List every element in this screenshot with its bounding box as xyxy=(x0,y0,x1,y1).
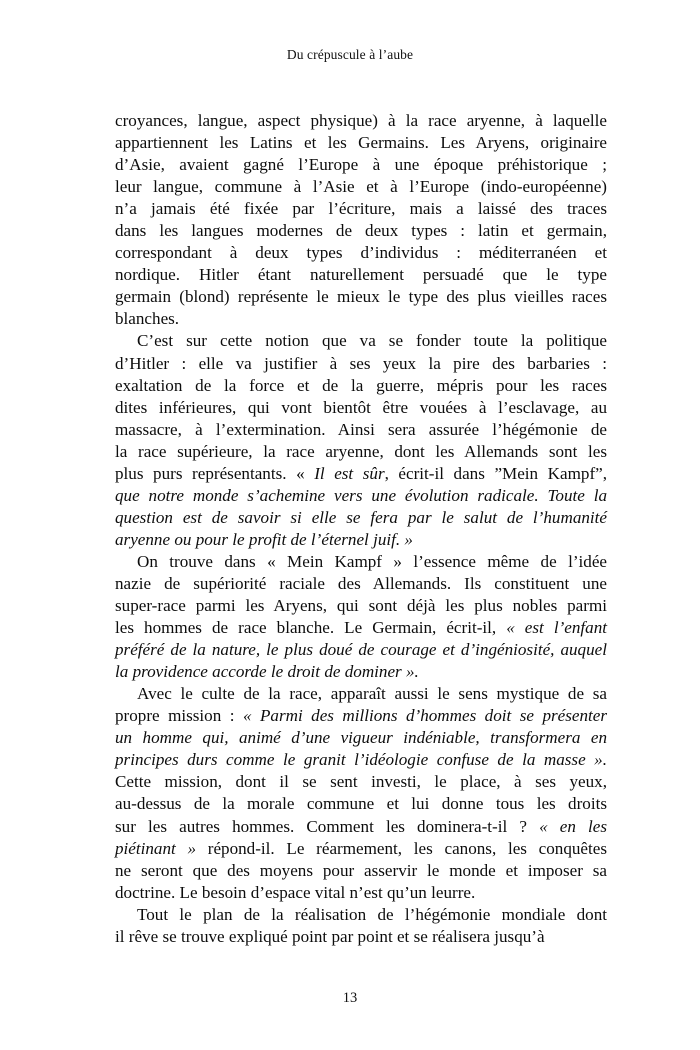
text-run: d’Hitler : elle va justifier à ses yeux la pire des barbaries : xyxy=(115,353,607,373)
text-line xyxy=(115,727,607,749)
text-run: dans les langues modernes de deux types : latin et germain, xyxy=(115,221,607,241)
body-text xyxy=(115,110,607,948)
paragraph xyxy=(115,551,607,683)
italic-run: préféré de la nature, le plus doué de courage et d’ingéniosité, auquel xyxy=(115,640,607,660)
page-number: 13 xyxy=(342,990,358,1006)
italic-run: un homme qui, animé d’une vigueur indéniable, transformera en xyxy=(115,728,607,748)
text-line xyxy=(115,441,607,463)
text-run: dites inférieures, qui vont bientôt être vouées à l’esclavage, au xyxy=(115,397,607,417)
text-run: d’Asie, avaient gagné l’Europe à une époque préhistorique ; xyxy=(115,155,607,175)
text-run: la race supérieure, la race aryenne, dont les Allemands sont les xyxy=(115,441,607,461)
italic-run: la providence accorde le droit de dominer ». xyxy=(115,662,419,682)
text-line xyxy=(115,507,607,529)
text-line xyxy=(115,242,607,264)
text-run: au-dessus de la morale commune et lui donne tous les droits xyxy=(115,794,607,814)
text-line xyxy=(115,397,607,419)
text-run: On trouve dans « Mein Kampf » l’essence même de l’idée xyxy=(137,551,607,571)
text-line xyxy=(115,551,607,573)
text-line xyxy=(115,353,607,375)
text-line xyxy=(115,617,607,639)
text-run: exaltation de la force et de la guerre, mépris pour les races xyxy=(115,375,607,395)
text-line xyxy=(115,132,607,154)
text-run: super-race parmi les Aryens, qui sont déjà les plus nobles parmi xyxy=(115,596,607,616)
text-run: propre mission : xyxy=(115,706,243,726)
text-run: appartiennent les Latins et les Germains. Les Aryens, originaire xyxy=(115,133,607,153)
text-run: nazie de supériorité raciale des Allemands. Ils constituent une xyxy=(115,573,607,593)
text-run: répond-il. Le réarmement, les canons, les conquêtes xyxy=(196,838,607,858)
text-run: nordique. Hitler étant naturellement persuadé que le type xyxy=(115,265,607,285)
italic-run: principes durs comme le granit l’idéologie confuse de la masse ». xyxy=(115,750,607,770)
text-line xyxy=(115,264,607,286)
text-run: blanches. xyxy=(115,309,180,329)
paragraph xyxy=(115,683,607,903)
text-line xyxy=(115,375,607,397)
text-line xyxy=(115,154,607,176)
paragraph xyxy=(115,330,607,550)
text-line xyxy=(115,860,607,882)
italic-run: piétinant » xyxy=(115,838,197,858)
text-run: croyances, langue, aspect physique) à la race aryenne, à laquelle xyxy=(115,111,607,130)
text-run: massacre, à l’extermination. Ainsi sera assurée l’hégémonie de xyxy=(115,419,607,439)
text-line xyxy=(115,485,607,507)
text-line xyxy=(115,463,607,485)
text-line xyxy=(115,419,607,441)
italic-run: aryenne ou pour le profit de l’éternel juif. » xyxy=(115,529,413,549)
paragraph xyxy=(115,904,607,948)
text-run: plus purs représentants. « xyxy=(115,463,315,483)
text-line xyxy=(115,705,607,727)
text-line xyxy=(115,683,607,705)
text-line xyxy=(115,308,607,330)
text-line xyxy=(115,286,607,308)
text-run: ne seront que des moyens pour asservir le monde et imposer sa xyxy=(115,860,607,880)
text-run: doctrine. Le besoin d’espace vital n’est qu’un leurre. xyxy=(115,882,476,902)
text-line xyxy=(115,639,607,661)
text-line xyxy=(115,573,607,595)
text-line xyxy=(115,749,607,771)
italic-run: « Parmi des millions d’hommes doit se présenter xyxy=(242,706,607,726)
text-run: germain (blond) représente le mieux le type des plus vieilles races xyxy=(115,287,607,307)
running-head: Du crépuscule à l’aube xyxy=(286,47,414,62)
text-run: Cette mission, dont il se sent investi, le place, à ses yeux, xyxy=(115,772,607,792)
italic-run: « est l’enfant xyxy=(506,618,608,638)
text-line xyxy=(115,771,607,793)
paragraph xyxy=(115,110,607,330)
text-run: il rêve se trouve expliqué point par point et se réalisera jusqu’à xyxy=(115,926,545,946)
text-line xyxy=(115,904,607,926)
text-line xyxy=(115,793,607,815)
text-run: les hommes de race blanche. Le Germain, écrit-il, xyxy=(115,618,507,638)
italic-run: question est de savoir si elle se fera par le salut de l’humanité xyxy=(115,507,607,527)
text-run: sur les autres hommes. Comment les dominera-t-il ? xyxy=(115,816,540,836)
text-line xyxy=(115,838,607,860)
text-line xyxy=(115,816,607,838)
text-line xyxy=(115,661,607,683)
text-line xyxy=(115,330,607,352)
italic-run: Il est sûr xyxy=(314,463,385,483)
text-line xyxy=(115,882,607,904)
text-line xyxy=(115,595,607,617)
text-line xyxy=(115,176,607,198)
italic-run: que notre monde s’achemine vers une évolution radicale. Toute la xyxy=(115,485,607,505)
text-run: n’a jamais été fixée par l’écriture, mais a laissé des traces xyxy=(115,199,607,219)
text-run: Avec le culte de la race, apparaît aussi le sens mystique de sa xyxy=(137,684,607,704)
text-run: leur langue, commune à l’Asie et à l’Europe (indo-européenne) xyxy=(115,177,607,197)
text-line xyxy=(115,529,607,551)
italic-run: « en les xyxy=(539,816,607,836)
text-line xyxy=(115,110,607,132)
text-line xyxy=(115,926,607,948)
text-run: C’est sur cette notion que va se fonder toute la politique xyxy=(137,331,607,351)
text-run: , écrit-il dans ”Mein Kampf”, xyxy=(384,463,607,483)
text-run: correspondant à deux types d’individus : méditerranéen et xyxy=(115,243,607,263)
text-run: Tout le plan de la réalisation de l’hégémonie mondiale dont xyxy=(137,904,607,924)
text-line xyxy=(115,220,607,242)
text-line xyxy=(115,198,607,220)
